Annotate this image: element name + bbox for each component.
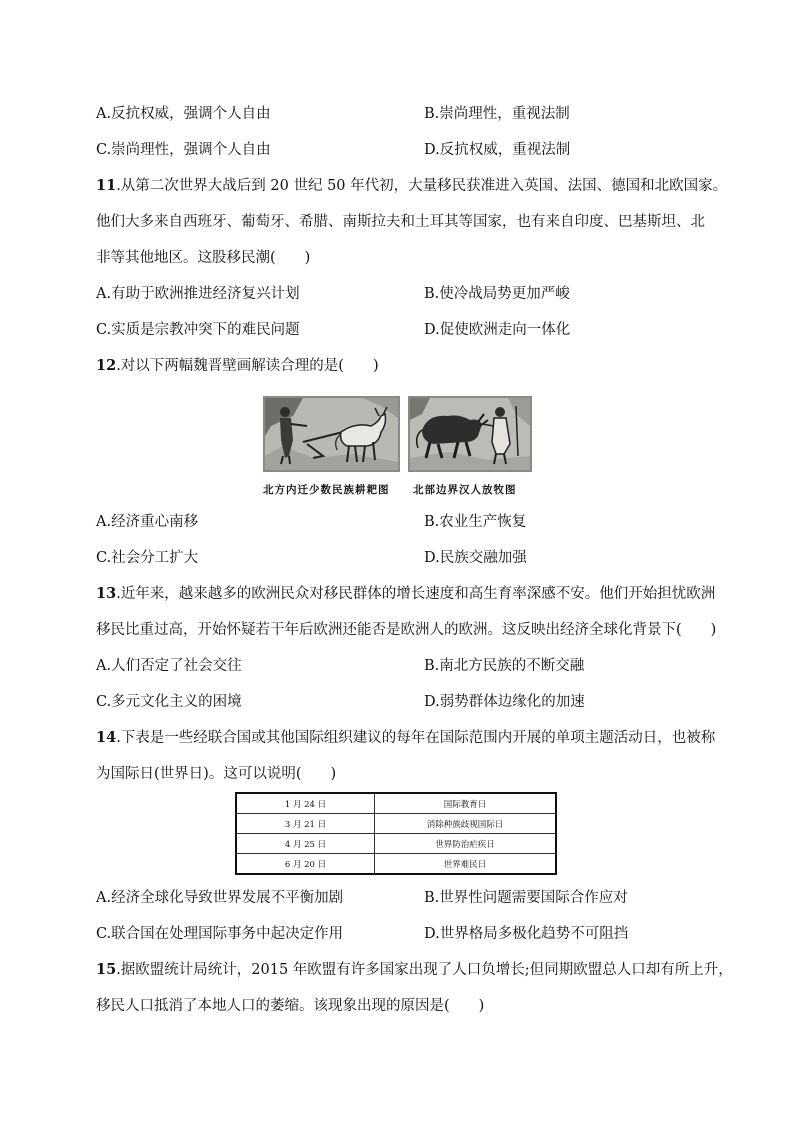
- q13-stem-line2: 移民比重过高，开始怀疑若干年后欧洲还能否是欧洲人的欧洲。这反映出经济全球化背景下( ): [96, 622, 717, 638]
- q10-option-d: D.反抗权威，重视法制: [424, 142, 571, 158]
- q13-option-c: C.多元文化主义的困境: [96, 694, 242, 710]
- q11-number: 11: [96, 177, 117, 194]
- q12-option-a: A.经济重心南移: [96, 514, 199, 530]
- table-row: [236, 814, 556, 834]
- mural-herding-caption: 北部边界汉人放牧图: [413, 484, 517, 496]
- q10-option-b: B.崇尚理性，重视法制: [424, 106, 570, 122]
- q11-stem-line3: 非等其他地区。这股移民潮( ): [96, 250, 311, 266]
- q15-number: 15: [96, 961, 117, 978]
- q14-option-d: D.世界格局多极化趋势不可阻挡: [424, 926, 629, 942]
- table-cell-date: 1 月 24 日: [236, 793, 375, 814]
- q11-option-c: C.实质是宗教冲突下的难民问题: [96, 322, 300, 338]
- international-days-table: [235, 792, 557, 875]
- q14-option-a: A.经济全球化导致世界发展不平衡加剧: [96, 890, 344, 906]
- q10-option-a: A.反抗权威，强调个人自由: [96, 106, 271, 122]
- mural-plowing-image: [263, 396, 400, 472]
- table-cell-date: 3 月 21 日: [236, 814, 375, 834]
- table-row: [236, 854, 556, 875]
- q11-option-d: D.促使欧洲走向一体化: [424, 322, 571, 338]
- table-row: [236, 793, 556, 814]
- table-cell-name: 世界防治疟疾日: [375, 834, 557, 854]
- q12-option-d: D.民族交融加强: [424, 550, 527, 566]
- q11-option-a: A.有助于欧洲推进经济复兴计划: [96, 286, 300, 302]
- q11-option-b: B.使冷战局势更加严峻: [424, 286, 570, 302]
- q13-option-a: A.人们否定了社会交往: [96, 658, 242, 674]
- q12-option-c: C.社会分工扩大: [96, 550, 199, 566]
- table-row: [236, 834, 556, 854]
- q14-option-b: B.世界性问题需要国际合作应对: [424, 890, 628, 906]
- q13-number: 13: [96, 585, 117, 602]
- q15-stem-line1: 15.据欧盟统计局统计，2015 年欧盟有许多国家出现了人口负增长;但同期欧盟总人口却有所上升，: [96, 961, 733, 978]
- q10-option-c: C.崇尚理性，强调个人自由: [96, 142, 271, 158]
- q13-stem-line1: 13.近年来，越来越多的欧洲民众对移民群体的增长速度和高生育率深感不安。他们开始担忧欧洲: [96, 585, 716, 602]
- q11-stem-line2: 他们大多来自西班牙、葡萄牙、希腊、南斯拉夫和土耳其等国家，也有来自印度、巴基斯坦、北: [96, 214, 705, 230]
- table-cell-name: 世界难民日: [375, 854, 557, 875]
- table-cell-date: 6 月 20 日: [236, 854, 375, 875]
- q14-stem-line2: 为国际日(世界日)。这可以说明( ): [96, 766, 337, 782]
- q12-number: 12: [96, 357, 117, 374]
- q14-option-c: C.联合国在处理国际事务中起决定作用: [96, 926, 344, 942]
- q12-option-b: B.农业生产恢复: [424, 514, 527, 530]
- table-cell-name: 国际教育日: [375, 793, 557, 814]
- q13-option-b: B.南北方民族的不断交融: [424, 658, 585, 674]
- mural-herding-image: [408, 396, 532, 472]
- q13-option-d: D.弱势群体边缘化的加速: [424, 694, 585, 710]
- q11-stem-line1: 11.从第二次世界大战后到 20 世纪 50 年代初，大量移民获准进入英国、法国、德国和北欧国家。: [96, 177, 728, 194]
- table-cell-name: 消除种族歧视国际日: [375, 814, 557, 834]
- mural-plowing-caption: 北方内迁少数民族耕耙图: [263, 484, 390, 496]
- q14-stem-line1: 14.下表是一些经联合国或其他国际组织建议的每年在国际范围内开展的单项主题活动日，也被称: [96, 729, 716, 746]
- q15-stem-line2: 移民人口抵消了本地人口的萎缩。该现象出现的原因是( ): [96, 998, 485, 1014]
- q12-stem-line1: 12.对以下两幅魏晋壁画解读合理的是( ): [96, 357, 379, 374]
- q14-number: 14: [96, 729, 117, 746]
- table-cell-date: 4 月 25 日: [236, 834, 375, 854]
